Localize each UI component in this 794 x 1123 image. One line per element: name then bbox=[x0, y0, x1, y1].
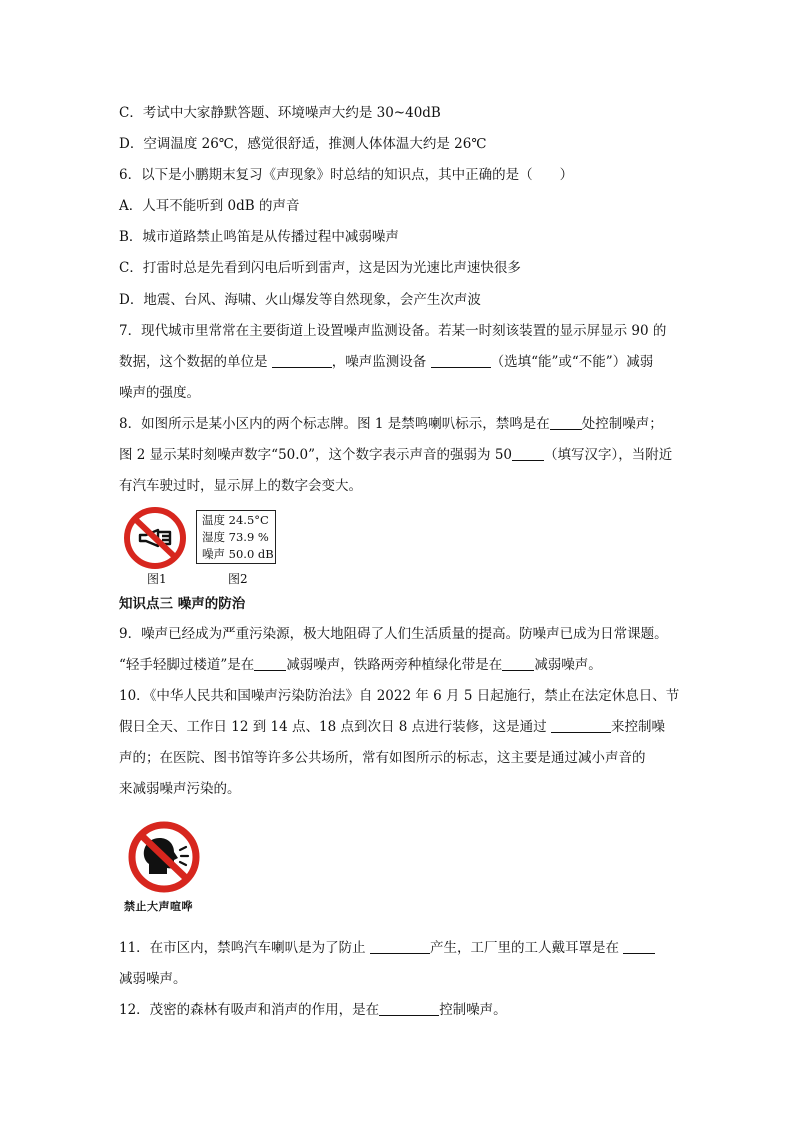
question-12: 12．茂密的森林有吸声和消声的作用，是在 控制噪声。 bbox=[119, 1002, 507, 1018]
no-loud-talking-icon bbox=[127, 820, 201, 894]
sensor-noise: 噪声 50.0 dB bbox=[202, 547, 274, 561]
answer-blank[interactable] bbox=[551, 718, 611, 733]
question-8-line3: 有汽车驶过时，显示屏上的数字会变大。 bbox=[119, 478, 362, 494]
option-a-q6: A．人耳不能听到 0dB 的声音 bbox=[119, 198, 300, 214]
sign-caption: 禁止大声喧哗 bbox=[124, 900, 193, 913]
section-heading: 知识点三 噪声的防治 bbox=[119, 596, 246, 612]
answer-blank[interactable] bbox=[272, 353, 332, 368]
option-d-q6: D．地震、台风、海啸、火山爆发等自然现象，会产生次声波 bbox=[119, 292, 481, 308]
question-10-line2: 假日全天、工作日 12 到 14 点、18 点到次日 8 点进行装修，这是通过 来控制噪 bbox=[119, 719, 665, 735]
option-c-q5: C．考试中大家静默答题、环境噪声大约是 30~40dB bbox=[119, 105, 441, 121]
sensor-temperature: 温度 24.5°C bbox=[202, 513, 269, 527]
question-10-line4: 来减弱噪声污染的。 bbox=[119, 781, 241, 797]
question-11-line2: 减弱噪声。 bbox=[119, 971, 187, 987]
figure-2-caption: 图2 bbox=[228, 572, 248, 586]
question-7-line1: 7．现代城市里常常在主要街道上设置噪声监测设备。若某一时刻该装置的显示屏显示 90 的 bbox=[119, 323, 667, 339]
answer-blank[interactable] bbox=[254, 656, 286, 671]
answer-blank[interactable] bbox=[370, 939, 430, 954]
sensor-humidity: 湿度 73.9 % bbox=[202, 530, 269, 544]
answer-blank[interactable] bbox=[502, 656, 534, 671]
option-c-q6: C．打雷时总是先看到闪电后听到雷声，这是因为光速比声速快很多 bbox=[119, 260, 521, 276]
question-11-line1: 11．在市区内，禁鸣汽车喇叭是为了防止 产生，工厂里的工人戴耳罩是在 bbox=[119, 938, 684, 958]
option-d-q5: D．空调温度 26℃，感觉很舒适，推测人体体温大约是 26℃ bbox=[119, 136, 487, 152]
question-8-line2: 图 2 显示某时刻噪声数字“50.0”，这个数字表示声音的强弱为 50 （填写汉字），当附近 bbox=[119, 447, 673, 463]
answer-blank[interactable] bbox=[512, 446, 544, 461]
question-7-line3: 噪声的强度。 bbox=[119, 385, 200, 401]
question-7-line2: 数据，这个数据的单位是 ，噪声监测设备 （选填“能”或“不能”）减弱 bbox=[119, 354, 654, 370]
question-8-line1: 8．如图所示是某小区内的两个标志牌。图 1 是禁鸣喇叭标示，禁鸣是在 处控制噪声； bbox=[119, 416, 663, 432]
question-10-line3: 声的；在医院、图书馆等许多公共场所，常有如图所示的标志，这主要是通过减小声音的 bbox=[119, 750, 646, 766]
noise-sensor-display bbox=[196, 510, 276, 564]
answer-blank[interactable] bbox=[379, 1001, 439, 1016]
question-9-line1: 9．噪声已经成为严重污染源，极大地阻碍了人们生活质量的提高。防噪声已成为日常课题。 bbox=[119, 626, 668, 642]
question-6: 6．以下是小鹏期末复习《声现象》时总结的知识点，其中正确的是（ ） bbox=[119, 167, 574, 183]
question-9-line2: “轻手轻脚过楼道”是在 减弱噪声，铁路两旁种植绿化带是在 减弱噪声。 bbox=[119, 657, 602, 673]
figure-1-caption: 图1 bbox=[147, 572, 167, 586]
answer-blank[interactable] bbox=[550, 415, 582, 430]
question-10-line1: 10．《中华人民共和国噪声污染防治法》自 2022 年 6 月 5 日起施行，禁止在法定休息日、节 bbox=[119, 688, 680, 704]
no-horn-icon bbox=[122, 505, 188, 571]
answer-blank[interactable] bbox=[623, 939, 655, 954]
answer-blank[interactable] bbox=[431, 353, 491, 368]
option-b-q6: B．城市道路禁止鸣笛是从传播过程中减弱噪声 bbox=[119, 229, 399, 245]
